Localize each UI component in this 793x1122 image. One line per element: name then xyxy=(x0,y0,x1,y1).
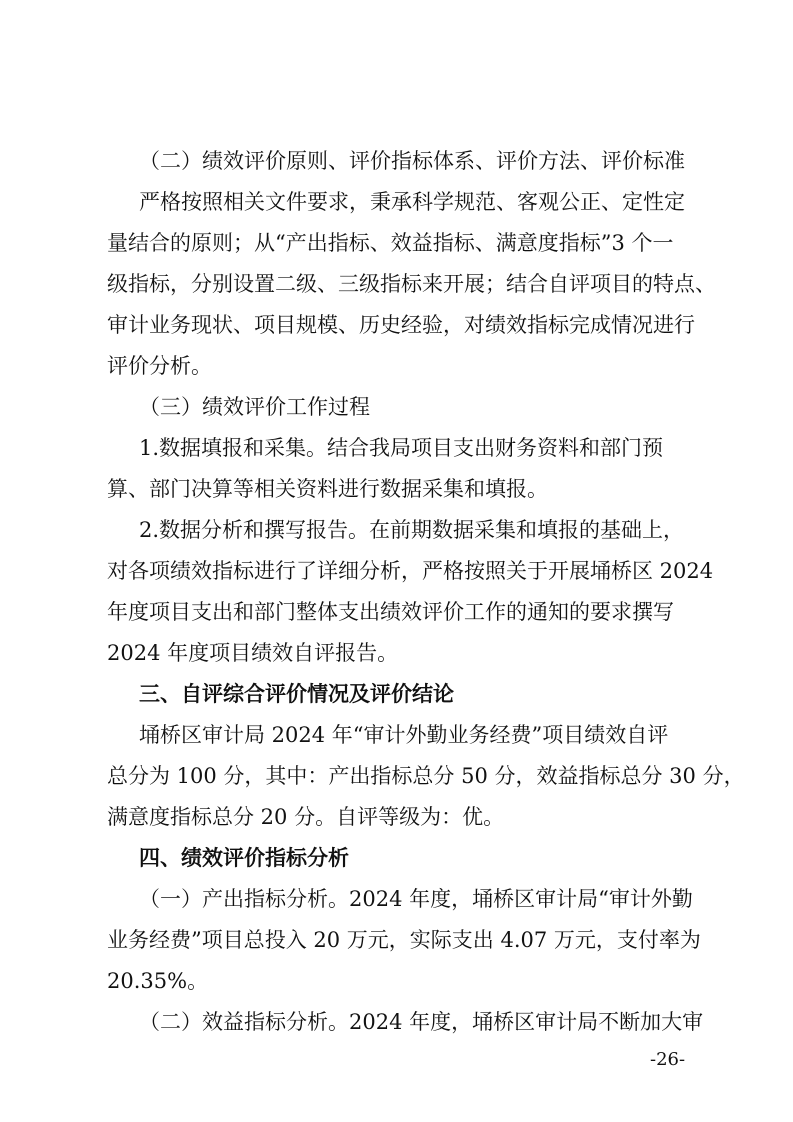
text-line: （一）产出指标分析。2024 年度，埇桥区审计局“审计外勤 xyxy=(139,887,693,911)
text-line: 量结合的原则；从“产出指标、效益指标、满意度指标”3 个一 xyxy=(107,231,674,255)
text-line: 严格按照相关文件要求，秉承科学规范、客观公正、定性定 xyxy=(139,190,685,214)
text-line: 级指标，分别设置二级、三级指标来开展；结合自评项目的特点、 xyxy=(107,272,716,296)
text-line: 2024 年度项目绩效自评报告。 xyxy=(107,641,399,665)
text-line: 20.35%。 xyxy=(107,969,209,993)
subheading-evaluation-principles: （二）绩效评价原则、评价指标体系、评价方法、评价标准 xyxy=(139,149,685,173)
text-line: （二）效益指标分析。2024 年度，埇桥区审计局不断加大审 xyxy=(139,1010,704,1034)
page-number: -26- xyxy=(650,1049,686,1070)
text-line: 1.数据填报和采集。结合我局项目支出财务资料和部门预 xyxy=(139,436,664,460)
section-heading-indicator-analysis: 四、绩效评价指标分析 xyxy=(139,846,349,870)
text-line: 总分为 100 分，其中：产出指标总分 50 分，效益指标总分 30 分， xyxy=(107,764,745,788)
subheading-evaluation-process: （三）绩效评价工作过程 xyxy=(139,395,370,419)
text-line: 对各项绩效指标进行了详细分析，严格按照关于开展埇桥区 2024 xyxy=(107,559,714,583)
text-line: 年度项目支出和部门整体支出绩效评价工作的通知的要求撰写 xyxy=(107,600,674,624)
text-line: 业务经费”项目总投入 20 万元，实际支出 4.07 万元，支付率为 xyxy=(107,928,701,952)
section-heading-conclusion: 三、自评综合评价情况及评价结论 xyxy=(139,682,454,706)
text-line: 2.数据分析和撰写报告。在前期数据采集和填报的基础上， xyxy=(139,518,685,542)
text-line: 评价分析。 xyxy=(107,354,212,378)
text-line: 审计业务现状、项目规模、历史经验，对绩效指标完成情况进行 xyxy=(107,313,695,337)
text-line: 算、部门决算等相关资料进行数据采集和填报。 xyxy=(107,477,548,501)
text-line: 埇桥区审计局 2024 年“审计外勤业务经费”项目绩效自评 xyxy=(139,723,669,747)
text-line: 满意度指标总分 20 分。自评等级为：优。 xyxy=(107,805,505,829)
